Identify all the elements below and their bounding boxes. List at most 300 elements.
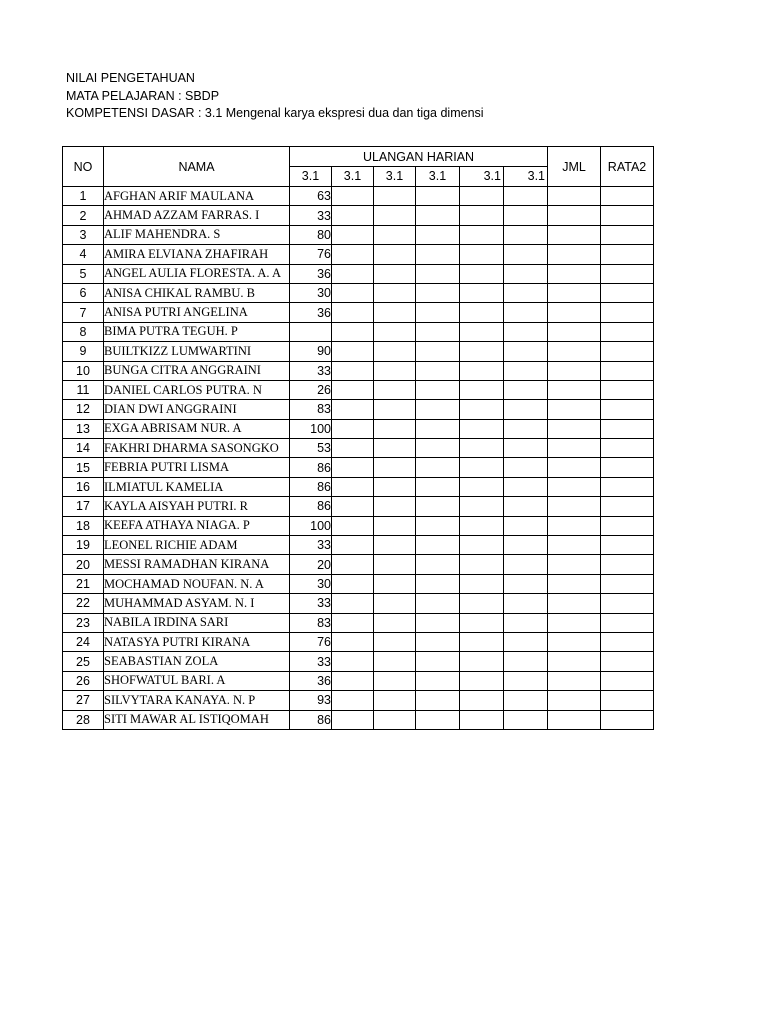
jml-cell — [548, 652, 601, 671]
row-number: 22 — [63, 594, 104, 613]
student-name: AFGHAN ARIF MAULANA — [104, 187, 290, 206]
score-cell — [332, 671, 374, 690]
table-row — [63, 303, 654, 322]
table-row — [63, 497, 654, 516]
score-cell — [460, 322, 504, 341]
row-number: 27 — [63, 691, 104, 710]
table-row — [63, 613, 654, 632]
score-cell — [460, 671, 504, 690]
jml-cell — [548, 497, 601, 516]
score-cell: 86 — [290, 458, 332, 477]
table-row — [63, 380, 654, 399]
student-name: BUNGA CITRA ANGGRAINI — [104, 361, 290, 380]
student-name: MOCHAMAD NOUFAN. N. A — [104, 574, 290, 593]
table-row — [63, 594, 654, 613]
score-cell — [332, 516, 374, 535]
score-cell — [374, 225, 416, 244]
score-cell — [460, 245, 504, 264]
score-cell — [416, 613, 460, 632]
score-cell: 36 — [290, 671, 332, 690]
rata2-cell — [601, 361, 654, 380]
score-cell — [332, 283, 374, 302]
score-cell — [374, 691, 416, 710]
rata2-cell — [601, 516, 654, 535]
score-cell — [332, 652, 374, 671]
score-cell — [460, 536, 504, 555]
rata2-cell — [601, 264, 654, 283]
score-cell — [416, 497, 460, 516]
score-cell — [416, 225, 460, 244]
student-name: FEBRIA PUTRI LISMA — [104, 458, 290, 477]
rata2-cell — [601, 458, 654, 477]
score-cell: 76 — [290, 632, 332, 651]
rata2-cell — [601, 613, 654, 632]
row-number: 9 — [63, 342, 104, 361]
score-cell — [460, 594, 504, 613]
jml-cell — [548, 691, 601, 710]
score-cell — [460, 555, 504, 574]
score-cell — [374, 574, 416, 593]
score-cell — [416, 187, 460, 206]
table-row — [63, 206, 654, 225]
score-cell: 36 — [290, 264, 332, 283]
header-subject: MATA PELAJARAN : SBDP — [66, 88, 220, 103]
score-cell — [332, 458, 374, 477]
student-name: ANGEL AULIA FLORESTA. A. A — [104, 264, 290, 283]
score-cell — [416, 245, 460, 264]
score-cell — [460, 264, 504, 283]
student-name: MUHAMMAD ASYAM. N. I — [104, 594, 290, 613]
student-name: AHMAD AZZAM FARRAS. I — [104, 206, 290, 225]
score-cell — [504, 380, 548, 399]
rata2-cell — [601, 187, 654, 206]
score-cell — [332, 439, 374, 458]
row-number: 1 — [63, 187, 104, 206]
score-cell — [332, 555, 374, 574]
score-cell — [460, 361, 504, 380]
jml-cell — [548, 613, 601, 632]
rata2-cell — [601, 206, 654, 225]
jml-cell — [548, 632, 601, 651]
score-cell — [374, 613, 416, 632]
table-head — [63, 147, 654, 187]
sub-col-header: 3.1 — [332, 167, 374, 187]
jml-cell — [548, 439, 601, 458]
col-header-nama: NAMA — [104, 147, 290, 187]
jml-cell — [548, 594, 601, 613]
student-name: ILMIATUL KAMELIA — [104, 477, 290, 496]
score-cell — [416, 555, 460, 574]
document-header — [66, 70, 484, 123]
score-cell — [460, 691, 504, 710]
rata2-cell — [601, 652, 654, 671]
row-number: 23 — [63, 613, 104, 632]
table-row — [63, 710, 654, 729]
rata2-cell — [601, 303, 654, 322]
table-row — [63, 283, 654, 302]
student-name: SHOFWATUL BARI. A — [104, 671, 290, 690]
student-name: SILVYTARA KANAYA. N. P — [104, 691, 290, 710]
score-cell — [416, 264, 460, 283]
rata2-cell — [601, 419, 654, 438]
score-cell — [374, 477, 416, 496]
score-cell — [374, 322, 416, 341]
score-cell — [332, 613, 374, 632]
row-number: 17 — [63, 497, 104, 516]
rata2-cell — [601, 594, 654, 613]
rata2-cell — [601, 283, 654, 302]
student-name: ANISA CHIKAL RAMBU. B — [104, 283, 290, 302]
table-row — [63, 225, 654, 244]
score-cell — [374, 710, 416, 729]
jml-cell — [548, 264, 601, 283]
student-name: SEABASTIAN ZOLA — [104, 652, 290, 671]
table-row — [63, 652, 654, 671]
score-cell — [374, 380, 416, 399]
score-cell: 33 — [290, 594, 332, 613]
score-cell — [374, 400, 416, 419]
score-cell — [460, 400, 504, 419]
score-cell — [332, 225, 374, 244]
score-cell — [460, 632, 504, 651]
score-cell — [504, 516, 548, 535]
table-row — [63, 419, 654, 438]
row-number: 19 — [63, 536, 104, 555]
score-cell: 33 — [290, 652, 332, 671]
score-cell — [504, 283, 548, 302]
row-number: 24 — [63, 632, 104, 651]
score-cell — [416, 691, 460, 710]
row-number: 13 — [63, 419, 104, 438]
score-cell: 36 — [290, 303, 332, 322]
score-cell: 83 — [290, 613, 332, 632]
score-cell — [374, 303, 416, 322]
score-cell: 33 — [290, 206, 332, 225]
score-cell — [504, 245, 548, 264]
score-cell — [374, 439, 416, 458]
table-row — [63, 632, 654, 651]
col-header-no: NO — [63, 147, 104, 187]
score-cell — [374, 536, 416, 555]
student-name: KEEFA ATHAYA NIAGA. P — [104, 516, 290, 535]
student-name: BUILTKIZZ LUMWARTINI — [104, 342, 290, 361]
rata2-cell — [601, 632, 654, 651]
score-cell — [374, 187, 416, 206]
student-name: FAKHRI DHARMA SASONGKO — [104, 439, 290, 458]
rata2-cell — [601, 439, 654, 458]
sub-col-header: 3.1 — [504, 167, 548, 187]
score-cell — [332, 245, 374, 264]
score-cell — [460, 342, 504, 361]
score-cell — [504, 342, 548, 361]
score-cell — [460, 380, 504, 399]
jml-cell — [548, 555, 601, 574]
score-cell — [460, 613, 504, 632]
score-cell — [416, 516, 460, 535]
score-cell — [332, 691, 374, 710]
score-cell: 53 — [290, 439, 332, 458]
score-cell — [504, 613, 548, 632]
score-cell — [332, 380, 374, 399]
score-cell — [504, 497, 548, 516]
table-row — [63, 691, 654, 710]
sub-col-header: 3.1 — [416, 167, 460, 187]
score-cell — [460, 283, 504, 302]
rata2-cell — [601, 322, 654, 341]
table-row — [63, 516, 654, 535]
sub-col-header: 3.1 — [290, 167, 332, 187]
score-cell — [460, 574, 504, 593]
score-cell: 93 — [290, 691, 332, 710]
score-cell — [332, 400, 374, 419]
table-row — [63, 245, 654, 264]
score-cell — [374, 361, 416, 380]
row-number: 4 — [63, 245, 104, 264]
header-competency: KOMPETENSI DASAR : 3.1 Mengenal karya ekspresi dua dan tiga dimensi — [66, 106, 484, 120]
grades-table — [62, 146, 654, 730]
score-cell — [504, 710, 548, 729]
score-cell — [504, 691, 548, 710]
row-number: 15 — [63, 458, 104, 477]
score-cell — [374, 594, 416, 613]
score-cell — [416, 342, 460, 361]
score-cell — [374, 671, 416, 690]
score-cell — [374, 652, 416, 671]
score-cell — [374, 245, 416, 264]
rata2-cell — [601, 671, 654, 690]
score-cell — [504, 536, 548, 555]
score-cell — [416, 303, 460, 322]
score-cell — [504, 400, 548, 419]
table-row — [63, 187, 654, 206]
score-cell: 20 — [290, 555, 332, 574]
score-cell — [332, 594, 374, 613]
score-cell — [374, 283, 416, 302]
score-cell — [416, 710, 460, 729]
score-cell — [504, 594, 548, 613]
score-cell — [460, 439, 504, 458]
score-cell — [332, 574, 374, 593]
table-row — [63, 574, 654, 593]
score-cell: 63 — [290, 187, 332, 206]
student-name: SITI MAWAR AL ISTIQOMAH — [104, 710, 290, 729]
student-name: NATASYA PUTRI KIRANA — [104, 632, 290, 651]
score-cell — [416, 322, 460, 341]
score-cell — [460, 710, 504, 729]
score-cell — [504, 477, 548, 496]
score-cell — [332, 264, 374, 283]
student-name: DIAN DWI ANGGRAINI — [104, 400, 290, 419]
row-number: 12 — [63, 400, 104, 419]
rata2-cell — [601, 225, 654, 244]
score-cell — [332, 361, 374, 380]
score-cell: 80 — [290, 225, 332, 244]
score-cell — [416, 594, 460, 613]
score-cell — [504, 303, 548, 322]
table-row — [63, 439, 654, 458]
score-cell — [374, 206, 416, 225]
table-row — [63, 400, 654, 419]
row-number: 6 — [63, 283, 104, 302]
score-cell: 86 — [290, 497, 332, 516]
header-title: NILAI PENGETAHUAN — [66, 71, 195, 85]
table-row — [63, 477, 654, 496]
score-cell — [504, 458, 548, 477]
score-cell — [416, 400, 460, 419]
score-cell — [460, 187, 504, 206]
jml-cell — [548, 671, 601, 690]
jml-cell — [548, 710, 601, 729]
score-cell: 26 — [290, 380, 332, 399]
score-cell — [504, 439, 548, 458]
table-row — [63, 536, 654, 555]
score-cell — [504, 264, 548, 283]
jml-cell — [548, 342, 601, 361]
table-row — [63, 322, 654, 341]
score-cell — [416, 671, 460, 690]
jml-cell — [548, 380, 601, 399]
student-name: NABILA IRDINA SARI — [104, 613, 290, 632]
table-row — [63, 671, 654, 690]
score-cell — [504, 555, 548, 574]
rata2-cell — [601, 497, 654, 516]
jml-cell — [548, 516, 601, 535]
score-cell — [332, 187, 374, 206]
student-name: EXGA ABRISAM NUR. A — [104, 419, 290, 438]
row-number: 16 — [63, 477, 104, 496]
jml-cell — [548, 225, 601, 244]
rata2-cell — [601, 574, 654, 593]
jml-cell — [548, 574, 601, 593]
jml-cell — [548, 187, 601, 206]
score-cell — [332, 322, 374, 341]
score-cell — [374, 632, 416, 651]
score-cell: 30 — [290, 574, 332, 593]
score-cell — [504, 225, 548, 244]
student-name: AMIRA ELVIANA ZHAFIRAH — [104, 245, 290, 264]
score-cell: 83 — [290, 400, 332, 419]
score-cell — [332, 632, 374, 651]
rata2-cell — [601, 691, 654, 710]
score-cell — [290, 322, 332, 341]
jml-cell — [548, 283, 601, 302]
row-number: 7 — [63, 303, 104, 322]
score-cell — [374, 458, 416, 477]
score-cell — [460, 652, 504, 671]
score-cell — [460, 477, 504, 496]
score-cell — [460, 458, 504, 477]
jml-cell — [548, 458, 601, 477]
score-cell — [504, 187, 548, 206]
student-name: ANISA PUTRI ANGELINA — [104, 303, 290, 322]
rata2-cell — [601, 400, 654, 419]
row-number: 20 — [63, 555, 104, 574]
score-cell — [332, 303, 374, 322]
student-name: KAYLA AISYAH PUTRI. R — [104, 497, 290, 516]
sub-col-header: 3.1 — [374, 167, 416, 187]
score-cell — [332, 419, 374, 438]
rata2-cell — [601, 710, 654, 729]
jml-cell — [548, 400, 601, 419]
jml-cell — [548, 419, 601, 438]
score-cell — [374, 497, 416, 516]
score-cell — [374, 555, 416, 574]
rata2-cell — [601, 380, 654, 399]
student-name: MESSI RAMADHAN KIRANA — [104, 555, 290, 574]
score-cell — [504, 206, 548, 225]
student-name: DANIEL CARLOS PUTRA. N — [104, 380, 290, 399]
score-cell: 90 — [290, 342, 332, 361]
col-header-ulangan-harian: ULANGAN HARIAN — [290, 147, 548, 167]
row-number: 8 — [63, 322, 104, 341]
row-number: 18 — [63, 516, 104, 535]
score-cell — [416, 283, 460, 302]
score-cell — [332, 710, 374, 729]
score-cell — [332, 497, 374, 516]
row-number: 14 — [63, 439, 104, 458]
table-row — [63, 264, 654, 283]
jml-cell — [548, 477, 601, 496]
score-cell — [416, 439, 460, 458]
score-cell — [416, 458, 460, 477]
score-cell — [460, 497, 504, 516]
score-cell: 33 — [290, 536, 332, 555]
score-cell — [416, 574, 460, 593]
score-cell — [416, 652, 460, 671]
score-cell — [332, 342, 374, 361]
jml-cell — [548, 536, 601, 555]
table-row — [63, 361, 654, 380]
score-cell: 100 — [290, 419, 332, 438]
score-cell: 76 — [290, 245, 332, 264]
rata2-cell — [601, 245, 654, 264]
score-cell — [460, 303, 504, 322]
score-cell — [416, 206, 460, 225]
table-row — [63, 555, 654, 574]
table-row — [63, 342, 654, 361]
row-number: 25 — [63, 652, 104, 671]
score-cell — [416, 632, 460, 651]
score-cell — [504, 632, 548, 651]
row-number: 21 — [63, 574, 104, 593]
score-cell — [504, 322, 548, 341]
rata2-cell — [601, 477, 654, 496]
score-cell — [460, 516, 504, 535]
table-body — [63, 187, 654, 730]
score-cell — [416, 361, 460, 380]
row-number: 10 — [63, 361, 104, 380]
score-cell — [416, 536, 460, 555]
score-cell — [504, 671, 548, 690]
row-number: 3 — [63, 225, 104, 244]
table-row — [63, 458, 654, 477]
score-cell — [416, 380, 460, 399]
score-cell — [460, 419, 504, 438]
jml-cell — [548, 322, 601, 341]
score-cell — [332, 206, 374, 225]
jml-cell — [548, 245, 601, 264]
score-cell: 86 — [290, 477, 332, 496]
score-cell — [374, 419, 416, 438]
score-cell: 30 — [290, 283, 332, 302]
col-header-jml: JML — [548, 147, 601, 187]
score-cell — [504, 652, 548, 671]
score-cell — [460, 225, 504, 244]
score-cell — [374, 342, 416, 361]
score-cell — [374, 264, 416, 283]
score-cell — [332, 477, 374, 496]
student-name: BIMA PUTRA TEGUH. P — [104, 322, 290, 341]
